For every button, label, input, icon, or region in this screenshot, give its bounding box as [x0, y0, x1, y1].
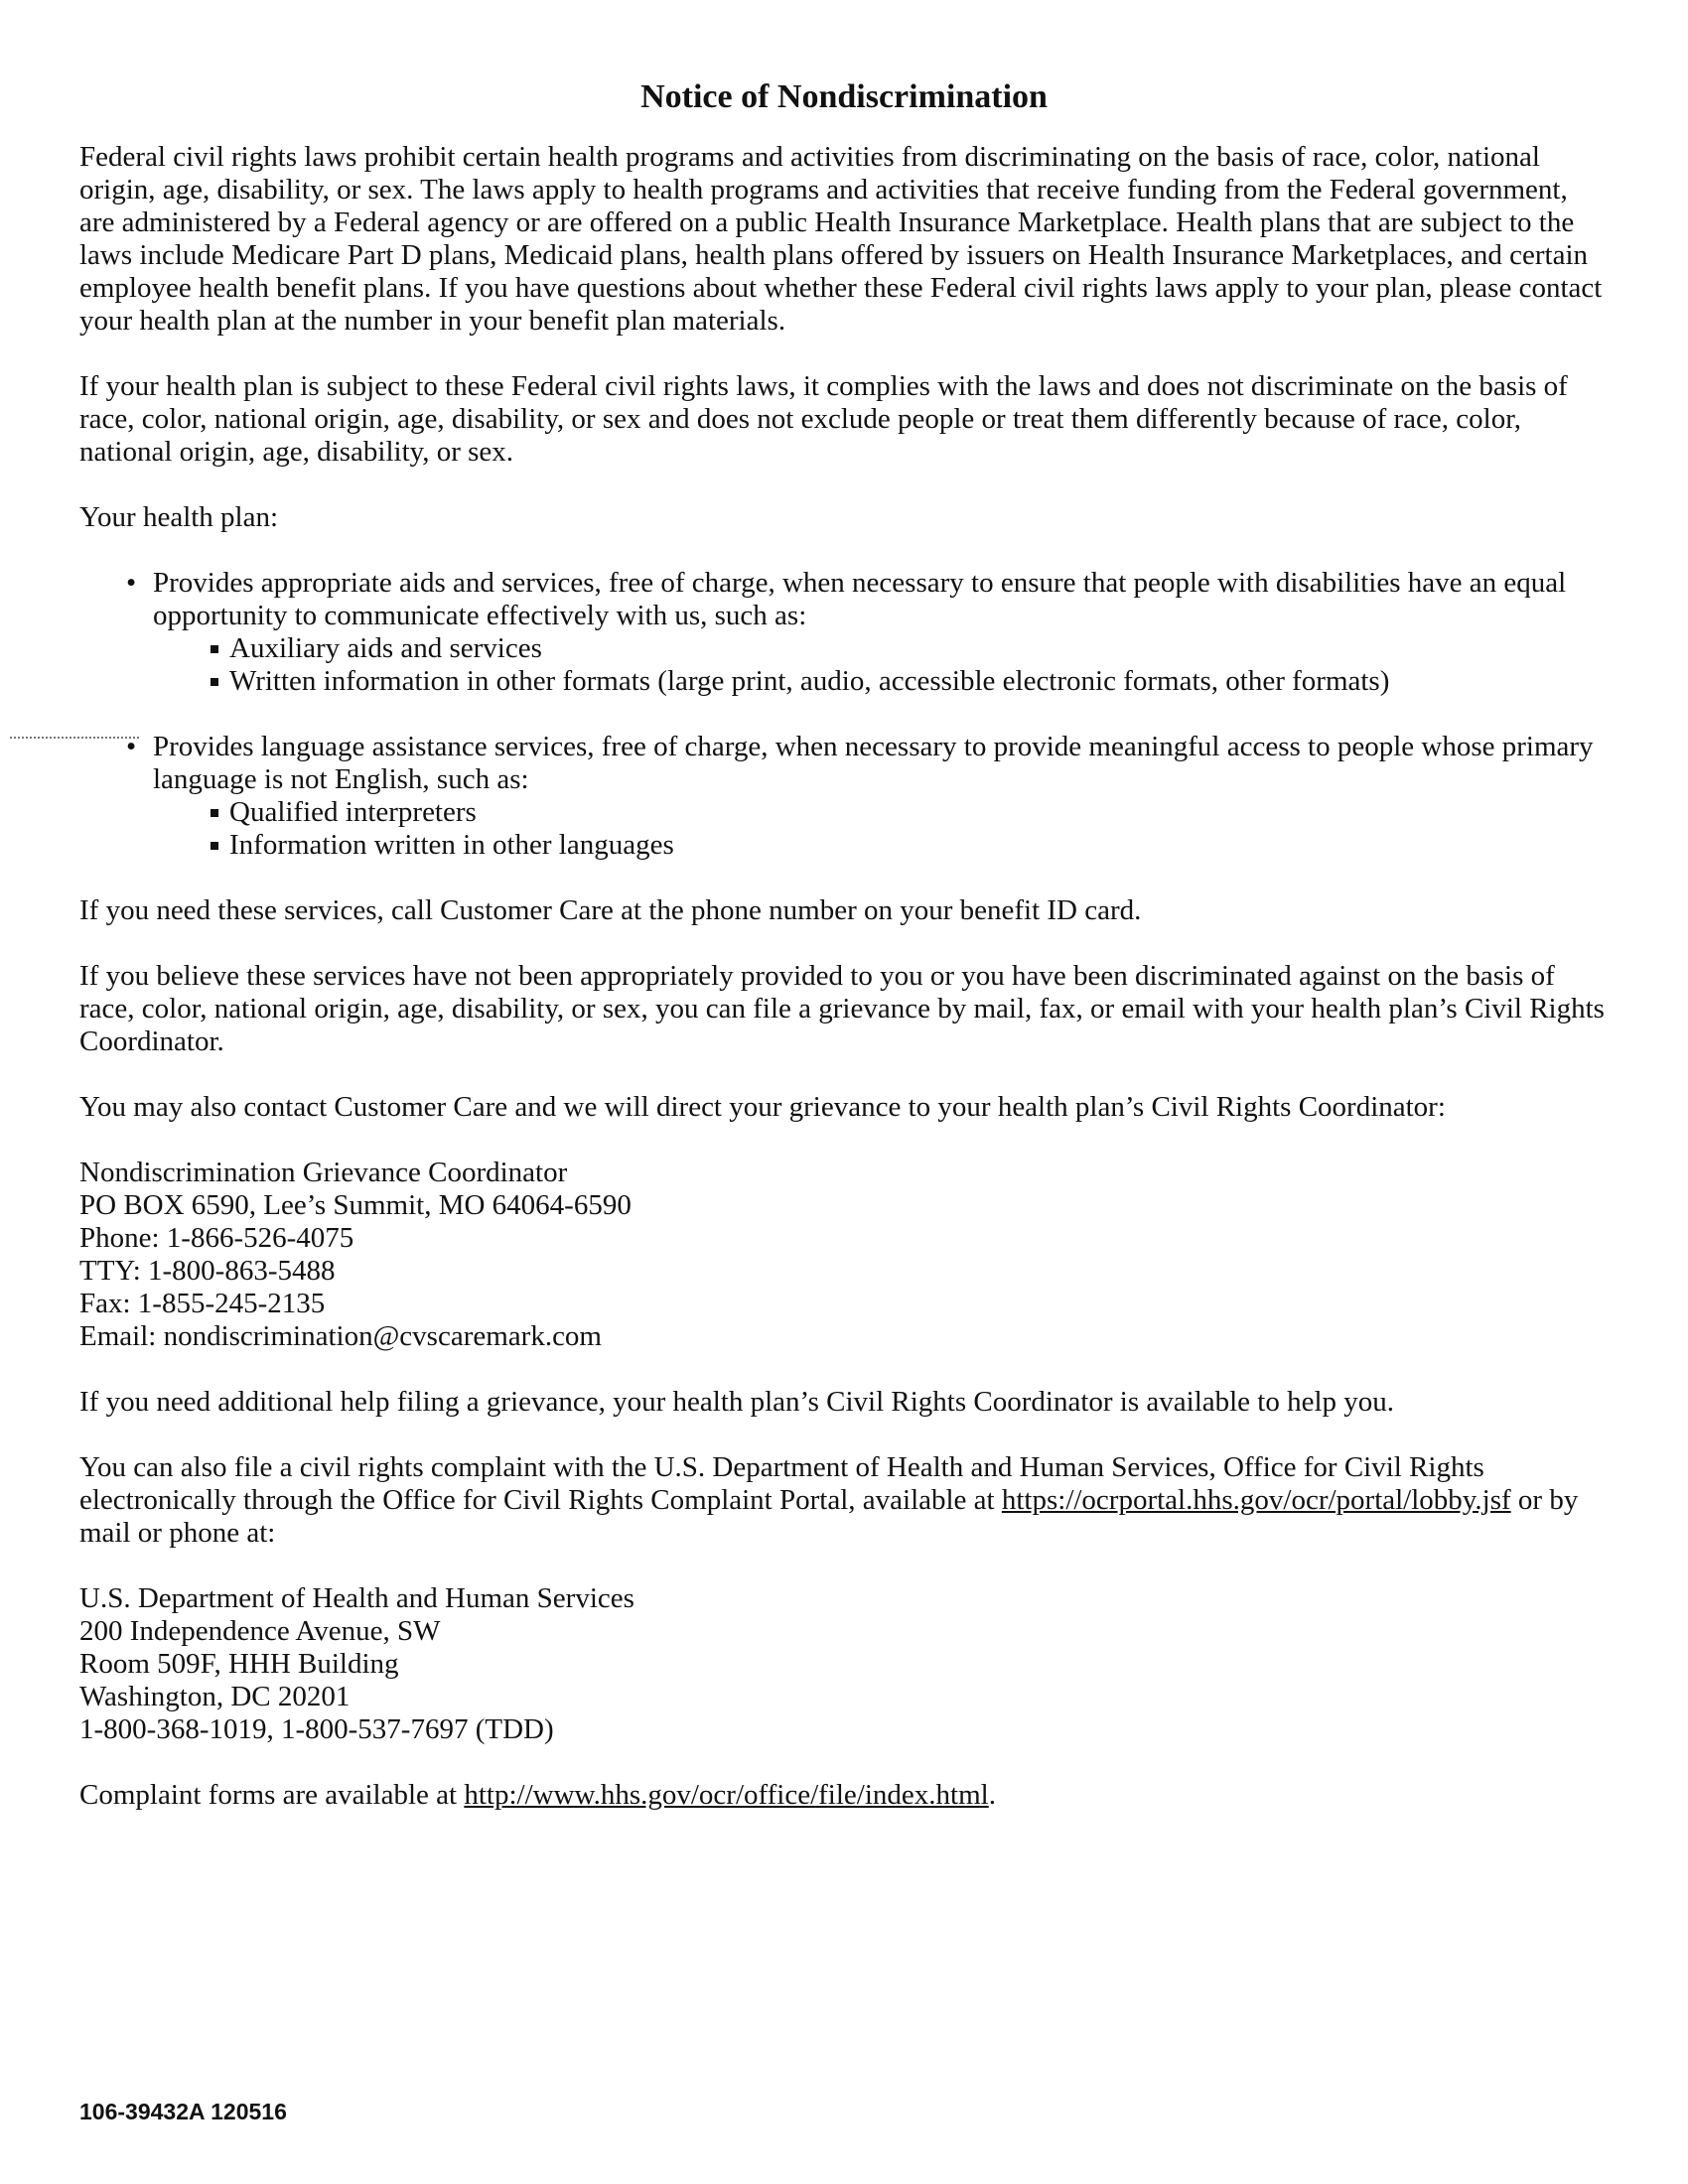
complaint-forms-text: Complaint forms are available at: [79, 1779, 465, 1811]
sublist-item: Qualified interpreters: [153, 796, 1609, 829]
sublist-item: Written information in other formats (large print, audio, accessible electronic formats, other formats): [153, 665, 1609, 698]
coordinator-address: [79, 1157, 1609, 1353]
scan-artifact-line: [10, 737, 139, 740]
address-line: PO BOX 6590, Lee’s Summit, MO 64064-6590: [79, 1189, 632, 1221]
fax-line: Fax: 1-855-245-2135: [79, 1288, 326, 1319]
address-line: Washington, DC 20201: [79, 1681, 351, 1712]
sublist-item: Information written in other languages: [153, 829, 1609, 862]
customer-care-paragraph: You may also contact Customer Care and we will direct your grievance to your health plan’s Civil Rights Coordinator:: [79, 1091, 1446, 1123]
hhs-complaint-text: You can also file a civil rights complaint with the U.S. Department of Health and Human Services, Office for Civil Rights electronically through the Office for Civil Rights Complaint Portal, available at: [79, 1451, 1484, 1516]
complaint-forms-link[interactable]: http://www.hhs.gov/ocr/office/file/index.html: [464, 1779, 989, 1811]
address-line: 200 Independence Avenue, SW: [79, 1615, 441, 1647]
email-line: Email: nondiscrimination@cvscaremark.com: [79, 1320, 602, 1352]
sublist-item: Auxiliary aids and services: [153, 632, 1609, 665]
address-line: Room 509F, HHH Building: [79, 1648, 399, 1680]
services-list: [79, 567, 1609, 862]
phone-line: 1-800-368-1019, 1-800-537-7697 (TDD): [79, 1713, 554, 1745]
hhs-complaint-paragraph: [79, 1451, 1609, 1550]
phone-line: Phone: 1-866-526-4075: [79, 1222, 354, 1254]
document-number: 106-39432A 120516: [79, 2099, 287, 2124]
list-item: [79, 731, 1609, 862]
complaint-forms-text-end: .: [988, 1779, 996, 1811]
compliance-paragraph: If your health plan is subject to these Federal civil rights laws, it complies with the laws and does not discriminate on the basis of race, color, national origin, age, disability, or sex and does not exclude people or treat them differently because of race, color, national origin, age, disability, or sex.: [79, 370, 1568, 468]
ocr-portal-link[interactable]: https://ocrportal.hhs.gov/ocr/portal/lobby.jsf: [1001, 1484, 1511, 1516]
list-item: [79, 567, 1609, 698]
health-plan-lead: Your health plan:: [79, 501, 279, 533]
page-title: Notice of Nondiscrimination: [640, 78, 1048, 115]
sublist: [153, 796, 1609, 862]
additional-help-paragraph: If you need additional help filing a grievance, your health plan’s Civil Rights Coordinator is available to help you.: [79, 1386, 1395, 1418]
list-item-text: Provides appropriate aids and services, free of charge, when necessary to ensure that people with disabilities have an equal opportunity to communicate effectively with us, such as:: [153, 567, 1567, 631]
list-item-text: Provides language assistance services, free of charge, when necessary to provide meaningful access to people whose primary language is not English, such as:: [153, 731, 1594, 795]
tty-line: TTY: 1-800-863-5488: [79, 1255, 336, 1287]
hhs-complaint-text-end: or by mail or phone at:: [79, 1484, 1579, 1549]
services-contact-paragraph: If you need these services, call Customer Care at the phone number on your benefit ID card.: [79, 894, 1142, 926]
hhs-address: [79, 1582, 1609, 1746]
grievance-paragraph: If you believe these services have not been appropriately provided to you or you have been discriminated against on the basis of race, color, national origin, age, disability, or sex, you can file a grievance by mail, fax, or email with your health plan’s Civil Rights Coordinator.: [79, 960, 1605, 1057]
intro-paragraph: Federal civil rights laws prohibit certain health programs and activities from discriminating on the basis of race, color, national origin, age, disability, or sex. The laws apply to health programs and activities that receive funding from the Federal government, are administered by a Federal agency or are offered on a public Health Insurance Marketplace. Health plans that are subject to the laws include Medicare Part D plans, Medicaid plans, health plans offered by issuers on Health Insurance Marketplaces, and certain employee health benefit plans. If you have questions about whether these Federal civil rights laws apply to your plan, please contact your health plan at the number in your benefit plan materials.: [79, 141, 1603, 337]
sublist: [153, 632, 1609, 698]
address-line: U.S. Department of Health and Human Services: [79, 1582, 634, 1614]
address-line: Nondiscrimination Grievance Coordinator: [79, 1157, 568, 1188]
complaint-forms-paragraph: [79, 1779, 1609, 1812]
notice-page: [79, 77, 1609, 1844]
